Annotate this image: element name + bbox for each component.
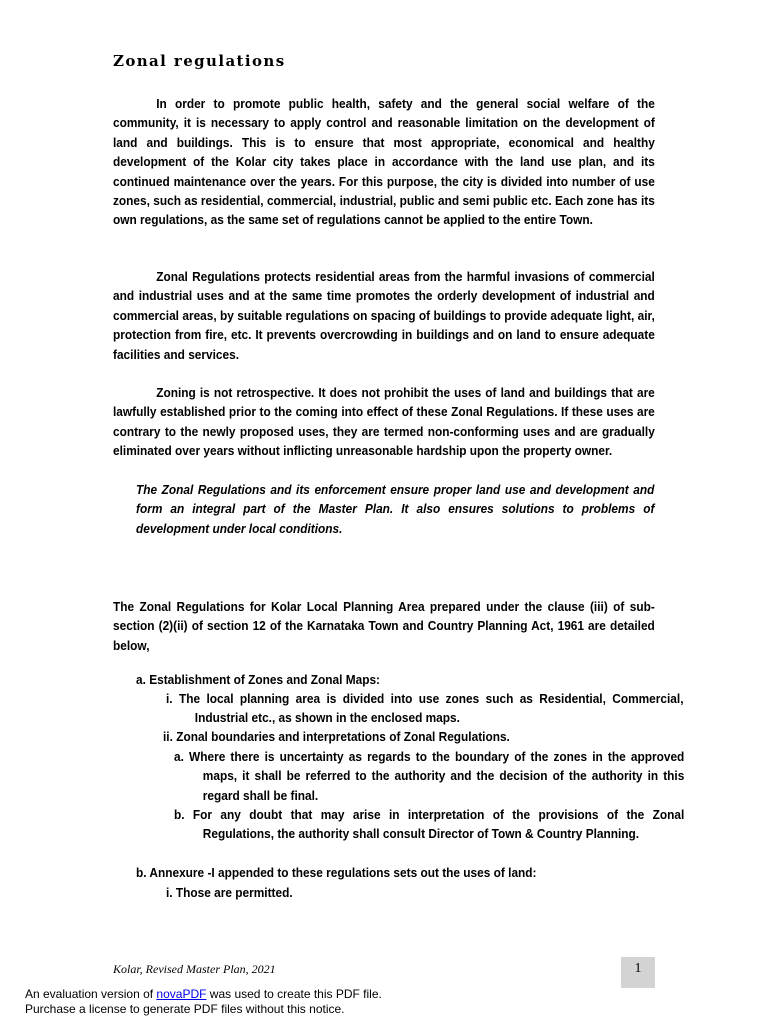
- paragraph-act-reference: The Zonal Regulations for Kolar Local Planning Area prepared under the clause (iii) of sub-section (2)(ii) of section 12 of the Karnataka Town and Country Planning Act, 1961 are detailed below,: [113, 599, 655, 653]
- evaluation-notice-line2: Purchase a license to generate PDF files without this notice.: [25, 1002, 345, 1016]
- paragraph-enforcement: The Zonal Regulations and its enforcement ensure proper land use and development and form an integral part of the Master Plan. It also ensures solutions to problems of development under local conditions.: [136, 482, 655, 536]
- list-item-a-ii-b: b. For any doubt that may arise in interpretation of the provisions of the Zonal Regulations, the authority shall consult Director of Town & Country Planning.: [174, 807, 685, 842]
- page-number: 1: [621, 957, 655, 988]
- evaluation-notice-line1: [25, 987, 382, 1002]
- notice-prefix: An evaluation version of: [25, 987, 157, 1001]
- list-item-a: a. Establishment of Zones and Zonal Maps:: [136, 672, 381, 687]
- paragraph-intro: In order to promote public health, safety and the general social welfare of the community, it is necessary to apply control and reasonable limitation on the development of land and buildings. This is to ensure that most appropriate, economical and healthy development of the Kolar city takes place in accordance with the land use plan, and its continued maintenance over the years. For this purpose, the city is divided into number of use zones, such as residential, commercial, industrial, public and semi public etc. Each zone has its own regulations, as the same set of regulations cannot be applied to the entire Town.: [113, 96, 655, 228]
- page-title: Zonal regulations: [113, 52, 286, 70]
- list-item-a-i: i. The local planning area is divided into use zones such as Residential, Commercial, Industrial etc., as shown in the enclosed maps.: [166, 691, 684, 726]
- footer-title: Kolar, Revised Master Plan, 2021: [113, 962, 276, 976]
- novapdf-link[interactable]: novaPDF: [156, 987, 207, 1001]
- list-item-b-i: i. Those are permitted.: [166, 885, 293, 900]
- list-item-a-ii-a: a. Where there is uncertainty as regards to the boundary of the zones in the approved maps, it shall be referred to the authority and the decision of the authority in this regard shall be final.: [174, 749, 685, 803]
- notice-suffix: was used to create this PDF file.: [206, 987, 382, 1001]
- paragraph-retrospective: Zoning is not retrospective. It does not prohibit the uses of land and buildings that are lawfully established prior to the coming into effect of these Zonal Regulations. If these uses are contrary to the newly proposed uses, they are termed non-conforming uses and are gradually eliminated over years without inflicting unreasonable hardship upon the property owner.: [113, 385, 655, 459]
- list-item-a-ii: ii. Zonal boundaries and interpretations of Zonal Regulations.: [163, 729, 510, 744]
- list-item-b: b. Annexure -I appended to these regulations sets out the uses of land:: [136, 865, 537, 880]
- paragraph-protection: Zonal Regulations protects residential areas from the harmful invasions of commercial and industrial uses and at the same time promotes the orderly development of industrial and commercial areas, by suitable regulations on spacing of buildings to provide adequate light, air, protection from fire, etc. It prevents overcrowding in buildings and on land to ensure adequate facilities and services.: [113, 269, 655, 362]
